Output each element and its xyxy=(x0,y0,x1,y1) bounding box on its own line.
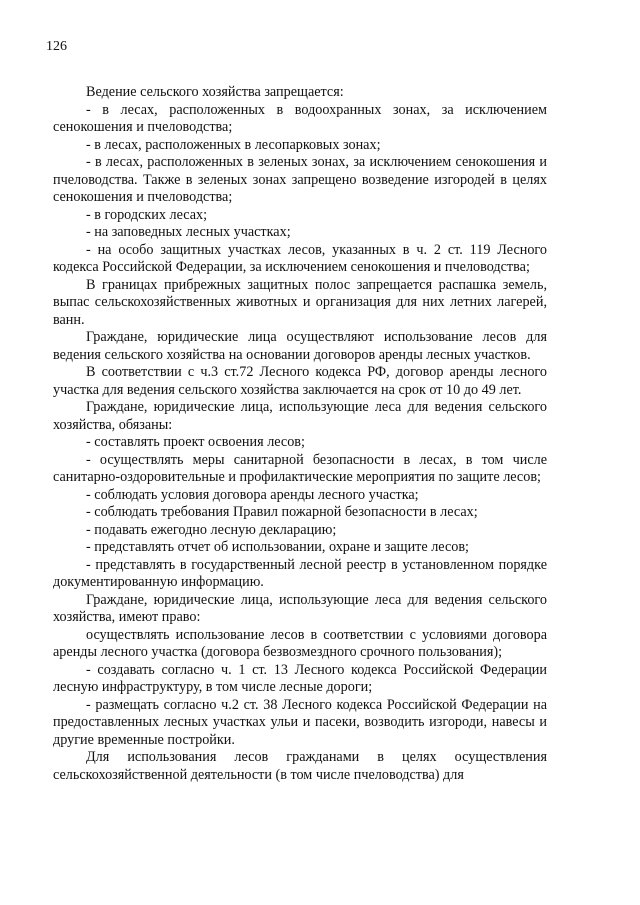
list-item: - в лесах, расположенных в зеленых зонах, за исключением сенокошения и пчеловодства. Также в зеленых зонах запрещено возведение изгородей в целях сенокошения и пчеловодства; xyxy=(53,154,547,205)
paragraph: В соответствии с ч.3 ст.72 Лесного кодекса РФ, договор аренды лесного участка для ведения сельского хозяйства заключается на срок от 10 до 49 лет. xyxy=(53,364,547,398)
paragraph: Граждане, юридические лица, использующие леса для ведения сельского хозяйства, имеют право: xyxy=(53,591,547,625)
list-item: - размещать согласно ч.2 ст. 38 Лесного кодекса Российской Федерации на предоставленных лесных участках ульи и пасеки, возводить изгороди, навесы и другие временные постройки. xyxy=(53,696,547,748)
list-item: - на заповедных лесных участках; xyxy=(86,224,291,240)
list-item: - представлять отчет об использовании, охране и защите лесов; xyxy=(86,539,469,555)
list-item: - представлять в государственный лесной реестр в установленном порядке документированную информацию. xyxy=(53,556,547,590)
list-item: - в лесах, расположенных в водоохранных зонах, за исключением сенокошения и пчеловодства; xyxy=(53,101,547,135)
paragraph: Граждане, юридические лица осуществляют использование лесов для ведения сельского хозяйства на основании договоров аренды лесных участков. xyxy=(53,329,547,363)
document-body xyxy=(53,84,547,784)
paragraph: Для использования лесов гражданами в целях осуществления сельскохозяйственной деятельности (в том числе пчеловодства) для xyxy=(53,749,547,783)
list-item: осуществлять использование лесов в соответствии с условиями договора аренды лесного участка (договора безвозмездного срочного пользования); xyxy=(53,626,547,660)
list-item: - в лесах, расположенных в лесопарковых зонах; xyxy=(86,136,381,153)
paragraph: В границах прибрежных защитных полос запрещается распашка земель, выпас сельскохозяйственных животных и организация для них летних лагерей, ванн. xyxy=(53,276,547,328)
list-item: - подавать ежегодно лесную декларацию; xyxy=(86,521,337,538)
list-item: - в городских лесах; xyxy=(86,206,208,223)
list-item: - составлять проект освоения лесов; xyxy=(86,434,305,450)
list-item: - осуществлять меры санитарной безопасности в лесах, в том числе санитарно-оздоровительные и профилактические мероприятия по защите лесов; xyxy=(53,451,547,485)
paragraph: Ведение сельского хозяйства запрещается: xyxy=(86,84,344,100)
list-item: - на особо защитных участках лесов, указанных в ч. 2 ст. 119 Лесного кодекса Российской Федерации, за исключением сенокошения и пчеловодства; xyxy=(53,241,547,275)
list-item: - соблюдать условия договора аренды лесного участка; xyxy=(86,486,419,503)
list-item: - создавать согласно ч. 1 ст. 13 Лесного кодекса Российской Федерации лесную инфраструктуру, в том числе лесные дороги; xyxy=(53,661,547,695)
list-item: - соблюдать требования Правил пожарной безопасности в лесах; xyxy=(86,504,478,520)
paragraph: Граждане, юридические лица, использующие леса для ведения сельского хозяйства, обязаны: xyxy=(53,399,547,433)
page-number: 126 xyxy=(46,39,67,54)
